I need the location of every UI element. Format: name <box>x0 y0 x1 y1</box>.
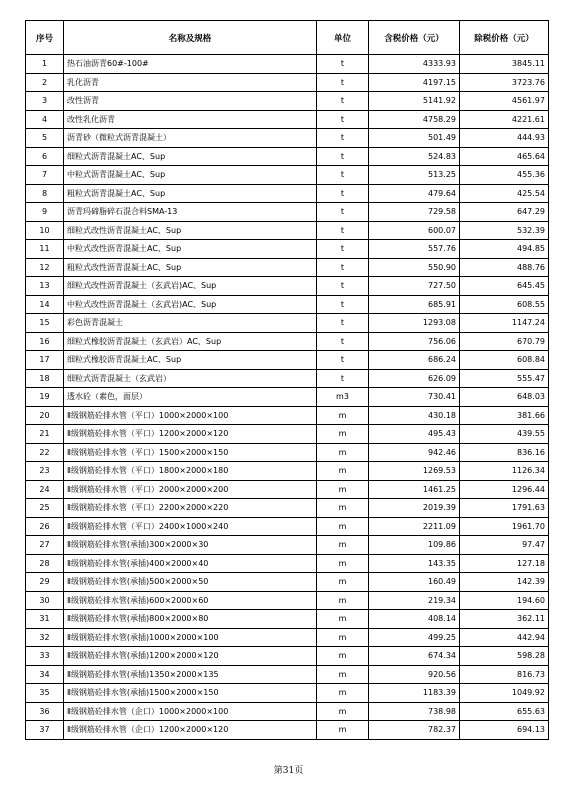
cell-price-incl-tax: 1183.39 <box>369 684 460 703</box>
table-row <box>26 147 549 166</box>
cell-price-excl-tax: 670.79 <box>460 332 549 351</box>
cell-no: 17 <box>26 351 64 370</box>
cell-price-excl-tax: 647.29 <box>460 203 549 222</box>
table-header-row <box>26 21 549 55</box>
table-row <box>26 425 549 444</box>
table-row <box>26 406 549 425</box>
cell-price-excl-tax: 836.16 <box>460 443 549 462</box>
cell-price-excl-tax: 494.85 <box>460 240 549 259</box>
table-row <box>26 591 549 610</box>
cell-no: 11 <box>26 240 64 259</box>
table-row <box>26 702 549 721</box>
cell-price-excl-tax: 444.93 <box>460 129 549 148</box>
cell-price-incl-tax: 5141.92 <box>369 92 460 111</box>
cell-unit: t <box>317 203 369 222</box>
cell-no: 36 <box>26 702 64 721</box>
cell-no: 6 <box>26 147 64 166</box>
cell-name: 中粒式改性沥青混凝土AC、Sup <box>64 240 317 259</box>
cell-unit: m <box>317 425 369 444</box>
cell-no: 8 <box>26 184 64 203</box>
cell-no: 32 <box>26 628 64 647</box>
cell-price-incl-tax: 4758.29 <box>369 110 460 129</box>
cell-name: Ⅱ级钢筋砼排水管(承插)300×2000×30 <box>64 536 317 555</box>
cell-name: 细粒式沥青混凝土（玄武岩） <box>64 369 317 388</box>
cell-price-excl-tax: 97.47 <box>460 536 549 555</box>
table-body <box>26 55 549 740</box>
cell-unit: m <box>317 684 369 703</box>
cell-price-incl-tax: 782.37 <box>369 721 460 740</box>
cell-price-incl-tax: 1461.25 <box>369 480 460 499</box>
header-price-excl-tax: 除税价格（元） <box>460 21 549 55</box>
cell-name: Ⅱ级钢筋砼排水管(承插)800×2000×80 <box>64 610 317 629</box>
cell-name: Ⅱ级钢筋砼排水管（平口）1500×2000×150 <box>64 443 317 462</box>
cell-price-incl-tax: 408.14 <box>369 610 460 629</box>
cell-unit: m <box>317 443 369 462</box>
cell-no: 16 <box>26 332 64 351</box>
cell-unit: t <box>317 184 369 203</box>
cell-price-excl-tax: 555.47 <box>460 369 549 388</box>
cell-price-incl-tax: 727.50 <box>369 277 460 296</box>
cell-no: 2 <box>26 73 64 92</box>
cell-name: 沥青砂（微粒式沥青混凝土） <box>64 129 317 148</box>
cell-price-excl-tax: 4561.97 <box>460 92 549 111</box>
table-row <box>26 258 549 277</box>
cell-price-excl-tax: 442.94 <box>460 628 549 647</box>
cell-name: 细粒式橡胶沥青混凝土AC、Sup <box>64 351 317 370</box>
table-row <box>26 73 549 92</box>
table-row <box>26 388 549 407</box>
cell-unit: m <box>317 647 369 666</box>
cell-price-excl-tax: 1791.63 <box>460 499 549 518</box>
cell-name: 热石油沥青60#-100# <box>64 55 317 74</box>
header-unit: 单位 <box>317 21 369 55</box>
cell-no: 7 <box>26 166 64 185</box>
cell-price-excl-tax: 816.73 <box>460 665 549 684</box>
cell-price-incl-tax: 1293.08 <box>369 314 460 333</box>
table-row <box>26 684 549 703</box>
cell-unit: t <box>317 92 369 111</box>
table-row <box>26 665 549 684</box>
cell-name: 细粒式橡胶沥青混凝土（玄武岩）AC、Sup <box>64 332 317 351</box>
cell-unit: t <box>317 73 369 92</box>
table-row <box>26 129 549 148</box>
cell-price-incl-tax: 557.76 <box>369 240 460 259</box>
cell-unit: t <box>317 369 369 388</box>
cell-unit: m <box>317 517 369 536</box>
cell-price-excl-tax: 532.39 <box>460 221 549 240</box>
cell-name: Ⅱ级钢筋砼排水管（企口）1200×2000×120 <box>64 721 317 740</box>
cell-unit: t <box>317 147 369 166</box>
cell-unit: m <box>317 462 369 481</box>
cell-no: 15 <box>26 314 64 333</box>
cell-name: Ⅱ级钢筋砼排水管（企口）1000×2000×100 <box>64 702 317 721</box>
table-row <box>26 351 549 370</box>
cell-unit: m <box>317 499 369 518</box>
cell-price-incl-tax: 942.46 <box>369 443 460 462</box>
header-name: 名称及规格 <box>64 21 317 55</box>
cell-name: Ⅱ级钢筋砼排水管(承插)1200×2000×120 <box>64 647 317 666</box>
cell-price-excl-tax: 1126.34 <box>460 462 549 481</box>
cell-price-incl-tax: 738.98 <box>369 702 460 721</box>
cell-no: 31 <box>26 610 64 629</box>
cell-price-incl-tax: 524.83 <box>369 147 460 166</box>
table-row <box>26 92 549 111</box>
cell-price-excl-tax: 488.76 <box>460 258 549 277</box>
table-row <box>26 647 549 666</box>
cell-unit: m <box>317 480 369 499</box>
cell-unit: t <box>317 314 369 333</box>
table-row <box>26 314 549 333</box>
table-row <box>26 110 549 129</box>
cell-price-incl-tax: 4333.93 <box>369 55 460 74</box>
cell-unit: t <box>317 129 369 148</box>
cell-unit: t <box>317 277 369 296</box>
cell-price-excl-tax: 1296.44 <box>460 480 549 499</box>
cell-unit: t <box>317 295 369 314</box>
cell-unit: m <box>317 406 369 425</box>
table-row <box>26 517 549 536</box>
cell-name: Ⅱ级钢筋砼排水管(承插)400×2000×40 <box>64 554 317 573</box>
cell-no: 21 <box>26 425 64 444</box>
cell-no: 27 <box>26 536 64 555</box>
cell-name: Ⅱ级钢筋砼排水管（平口）2200×2000×220 <box>64 499 317 518</box>
cell-price-incl-tax: 219.34 <box>369 591 460 610</box>
table-row <box>26 480 549 499</box>
cell-name: Ⅱ级钢筋砼排水管(承插)1500×2000×150 <box>64 684 317 703</box>
cell-no: 19 <box>26 388 64 407</box>
cell-price-excl-tax: 425.54 <box>460 184 549 203</box>
cell-price-incl-tax: 160.49 <box>369 573 460 592</box>
table-row <box>26 536 549 555</box>
cell-price-incl-tax: 730.41 <box>369 388 460 407</box>
cell-price-excl-tax: 645.45 <box>460 277 549 296</box>
cell-price-excl-tax: 381.66 <box>460 406 549 425</box>
cell-price-excl-tax: 608.55 <box>460 295 549 314</box>
cell-price-incl-tax: 674.34 <box>369 647 460 666</box>
table-row <box>26 610 549 629</box>
header-price-incl-tax: 含税价格（元） <box>369 21 460 55</box>
table-row <box>26 277 549 296</box>
cell-no: 29 <box>26 573 64 592</box>
cell-unit: m <box>317 702 369 721</box>
cell-price-excl-tax: 142.39 <box>460 573 549 592</box>
price-table <box>25 20 549 740</box>
cell-unit: t <box>317 351 369 370</box>
cell-name: 改性乳化沥青 <box>64 110 317 129</box>
cell-unit: m <box>317 628 369 647</box>
cell-unit: m <box>317 721 369 740</box>
cell-price-incl-tax: 495.43 <box>369 425 460 444</box>
cell-price-excl-tax: 362.11 <box>460 610 549 629</box>
cell-price-incl-tax: 109.86 <box>369 536 460 555</box>
cell-price-incl-tax: 143.35 <box>369 554 460 573</box>
table-row <box>26 203 549 222</box>
cell-name: 改性沥青 <box>64 92 317 111</box>
table-row <box>26 443 549 462</box>
cell-name: Ⅱ级钢筋砼排水管(承插)1350×2000×135 <box>64 665 317 684</box>
cell-name: Ⅱ级钢筋砼排水管(承插)500×2000×50 <box>64 573 317 592</box>
cell-name: Ⅱ级钢筋砼排水管(承插)600×2000×60 <box>64 591 317 610</box>
cell-unit: t <box>317 221 369 240</box>
cell-price-incl-tax: 729.58 <box>369 203 460 222</box>
cell-no: 5 <box>26 129 64 148</box>
cell-name: Ⅱ级钢筋砼排水管（平口）2400×1000×240 <box>64 517 317 536</box>
cell-unit: m3 <box>317 388 369 407</box>
cell-price-incl-tax: 1269.53 <box>369 462 460 481</box>
cell-no: 10 <box>26 221 64 240</box>
cell-unit: m <box>317 573 369 592</box>
cell-price-incl-tax: 686.24 <box>369 351 460 370</box>
cell-price-incl-tax: 430.18 <box>369 406 460 425</box>
cell-no: 25 <box>26 499 64 518</box>
cell-no: 12 <box>26 258 64 277</box>
cell-name: 细粒式沥青混凝土AC、Sup <box>64 147 317 166</box>
cell-name: Ⅱ级钢筋砼排水管（平口）1000×2000×100 <box>64 406 317 425</box>
table-row <box>26 499 549 518</box>
cell-no: 9 <box>26 203 64 222</box>
cell-price-incl-tax: 501.49 <box>369 129 460 148</box>
cell-unit: t <box>317 55 369 74</box>
cell-no: 4 <box>26 110 64 129</box>
cell-name: 细粒式改性沥青混凝土AC、Sup <box>64 221 317 240</box>
cell-price-excl-tax: 598.28 <box>460 647 549 666</box>
cell-price-excl-tax: 1961.70 <box>460 517 549 536</box>
table-row <box>26 240 549 259</box>
cell-price-excl-tax: 694.13 <box>460 721 549 740</box>
cell-name: 粗粒式沥青混凝土AC、Sup <box>64 184 317 203</box>
cell-price-excl-tax: 465.64 <box>460 147 549 166</box>
cell-name: 沥青玛碲脂碎石混合料SMA-13 <box>64 203 317 222</box>
cell-price-excl-tax: 648.03 <box>460 388 549 407</box>
cell-price-incl-tax: 2019.39 <box>369 499 460 518</box>
cell-no: 34 <box>26 665 64 684</box>
cell-unit: t <box>317 240 369 259</box>
cell-price-excl-tax: 1049.92 <box>460 684 549 703</box>
cell-name: 中粒式改性沥青混凝土（玄武岩)AC、Sup <box>64 295 317 314</box>
cell-unit: m <box>317 536 369 555</box>
table-row <box>26 332 549 351</box>
cell-price-incl-tax: 756.06 <box>369 332 460 351</box>
cell-price-incl-tax: 600.07 <box>369 221 460 240</box>
cell-no: 20 <box>26 406 64 425</box>
cell-no: 18 <box>26 369 64 388</box>
page-number: 第31页 <box>273 766 304 776</box>
cell-price-excl-tax: 3723.76 <box>460 73 549 92</box>
table-row <box>26 628 549 647</box>
cell-name: 彩色沥青混凝土 <box>64 314 317 333</box>
cell-price-incl-tax: 479.64 <box>369 184 460 203</box>
cell-name: Ⅱ级钢筋砼排水管（平口）1800×2000×180 <box>64 462 317 481</box>
cell-price-incl-tax: 4197.15 <box>369 73 460 92</box>
cell-unit: m <box>317 591 369 610</box>
table-row <box>26 166 549 185</box>
cell-name: Ⅱ级钢筋砼排水管(承插)1000×2000×100 <box>64 628 317 647</box>
cell-price-incl-tax: 626.09 <box>369 369 460 388</box>
cell-name: 乳化沥青 <box>64 73 317 92</box>
cell-price-excl-tax: 655.63 <box>460 702 549 721</box>
cell-no: 22 <box>26 443 64 462</box>
cell-unit: t <box>317 258 369 277</box>
cell-name: 粗粒式改性沥青混凝土AC、Sup <box>64 258 317 277</box>
cell-no: 1 <box>26 55 64 74</box>
table-row <box>26 184 549 203</box>
cell-unit: m <box>317 610 369 629</box>
cell-name: Ⅱ级钢筋砼排水管（平口）2000×2000×200 <box>64 480 317 499</box>
cell-price-incl-tax: 513.25 <box>369 166 460 185</box>
cell-price-excl-tax: 194.60 <box>460 591 549 610</box>
cell-no: 13 <box>26 277 64 296</box>
table-row <box>26 573 549 592</box>
cell-unit: t <box>317 166 369 185</box>
cell-no: 26 <box>26 517 64 536</box>
cell-name: Ⅱ级钢筋砼排水管（平口）1200×2000×120 <box>64 425 317 444</box>
table-row <box>26 55 549 74</box>
cell-price-excl-tax: 4221.61 <box>460 110 549 129</box>
header-no: 序号 <box>26 21 64 55</box>
cell-no: 30 <box>26 591 64 610</box>
cell-no: 23 <box>26 462 64 481</box>
cell-price-incl-tax: 2211.09 <box>369 517 460 536</box>
cell-name: 中粒式沥青混凝土AC、Sup <box>64 166 317 185</box>
cell-unit: t <box>317 332 369 351</box>
cell-unit: m <box>317 665 369 684</box>
cell-unit: t <box>317 110 369 129</box>
cell-price-excl-tax: 439.55 <box>460 425 549 444</box>
table-row <box>26 554 549 573</box>
cell-price-incl-tax: 499.25 <box>369 628 460 647</box>
cell-no: 37 <box>26 721 64 740</box>
cell-no: 33 <box>26 647 64 666</box>
cell-unit: m <box>317 554 369 573</box>
cell-price-excl-tax: 3845.11 <box>460 55 549 74</box>
table-row <box>26 721 549 740</box>
cell-no: 3 <box>26 92 64 111</box>
cell-name: 细粒式改性沥青混凝土（玄武岩)AC、Sup <box>64 277 317 296</box>
table-row <box>26 295 549 314</box>
cell-no: 28 <box>26 554 64 573</box>
table-row <box>26 221 549 240</box>
cell-no: 35 <box>26 684 64 703</box>
cell-price-incl-tax: 550.90 <box>369 258 460 277</box>
cell-price-excl-tax: 1147.24 <box>460 314 549 333</box>
cell-price-excl-tax: 608.84 <box>460 351 549 370</box>
cell-no: 14 <box>26 295 64 314</box>
table-row <box>26 369 549 388</box>
cell-price-excl-tax: 455.36 <box>460 166 549 185</box>
cell-price-excl-tax: 127.18 <box>460 554 549 573</box>
table-row <box>26 462 549 481</box>
cell-price-incl-tax: 685.91 <box>369 295 460 314</box>
cell-no: 24 <box>26 480 64 499</box>
cell-price-incl-tax: 920.56 <box>369 665 460 684</box>
cell-name: 透水砼（素色，面层） <box>64 388 317 407</box>
